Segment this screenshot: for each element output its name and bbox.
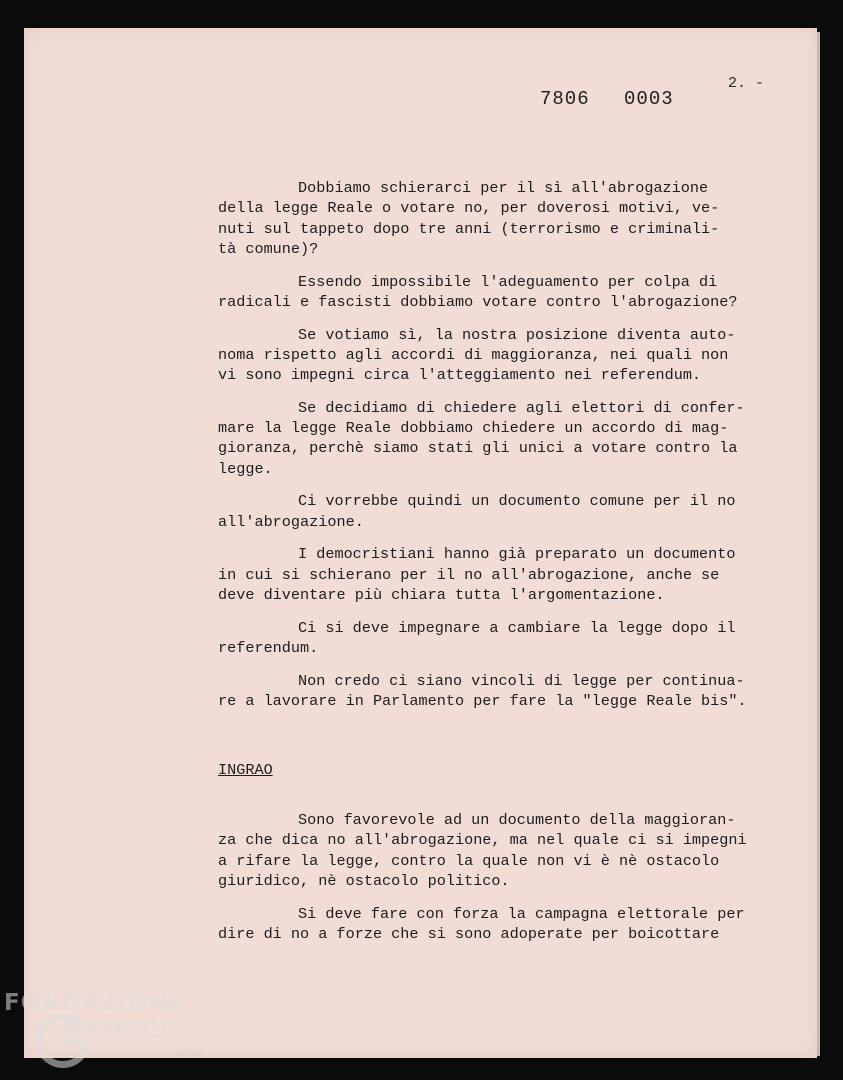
document-number: 7806 0003: [540, 88, 674, 110]
speaker-heading: INGRAO: [218, 761, 273, 779]
page-edge: [817, 32, 820, 1056]
paragraph: Se votiamo sì, la nostra posizione diventa auto- noma rispetto agli accordi di maggioranza, nei quali non vi sono impegni circa l'atteggiamento nei referendum.: [218, 325, 736, 385]
paragraph: Ci vorrebbe quindi un documento comune per il no all'abrogazione.: [218, 492, 736, 531]
paragraph: Ci si deve impegnare a cambiare la legge dopo il referendum.: [218, 618, 736, 657]
paragraph: Si deve fare con forza la campagna elettorale per dire di no a forze che si sono adoperate per boicottare: [218, 904, 745, 943]
paragraph: Sono favorevole ad un documento della maggioran- za che dica no all'abrogazione, ma nel quale ci si impegni a rifare la legge, contro la quale non vi è nè ostacolo giuridico, nè ostacolo politico.: [218, 811, 747, 890]
watermark-line2: RAMSCI: [62, 1017, 169, 1043]
fondazione-gramsci-watermark: [4, 990, 214, 1074]
watermark-suffix: onlus: [176, 1048, 203, 1059]
paragraph: Se decidiamo di chiedere agli elettori di confer- mare la legge Reale dobbiamo chiedere un accordo di mag- gioranza, perchè siamo stati gli unici a votare contro la legge.: [218, 398, 745, 478]
paragraph: Dobbiamo schierarci per il sì all'abrogazione della legge Reale o votare no, per doverosi motivi, ve- nuti sul tappeto dopo tre anni (terrorismo e criminali- tà comune)?: [218, 179, 720, 258]
paragraph: Essendo impossibile l'adeguamento per colpa di radicali e fascisti dobbiamo votare contro l'abrogazione?: [218, 272, 738, 311]
body-section-2: [218, 810, 788, 957]
page-number: 2. -: [728, 75, 765, 92]
watermark-line1: FONDAZIONE: [4, 990, 186, 1016]
paragraph: Non credo ci siano vincoli di legge per continua- re a lavorare in Parlamento per fare la "legge Reale bis".: [218, 671, 747, 710]
body-section-1: [218, 178, 788, 724]
paragraph: I democristiani hanno già preparato un documento in cui si schierano per il no all'abrogazione, anche se deve diventare più chiara tutta l'argomentazione.: [218, 545, 736, 604]
